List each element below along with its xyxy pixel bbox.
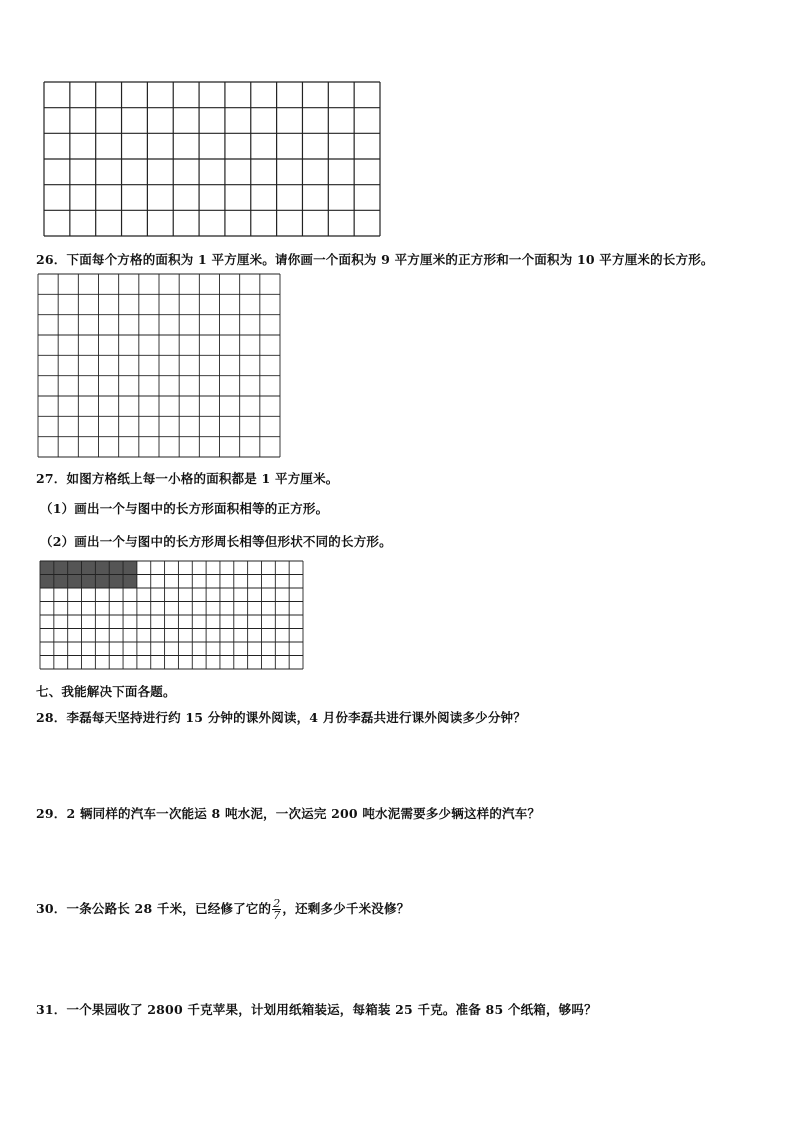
top-grid[interactable]	[44, 82, 380, 236]
fraction-denominator: 7	[273, 909, 281, 922]
question-28: 28．李磊每天坚持进行约 15 分钟的课外阅读，4 月份李磊共进行课外阅读多少分钟？	[36, 710, 526, 725]
q26-grid[interactable]	[38, 274, 280, 457]
fraction-two-sevenths	[272, 898, 281, 921]
question-27-part-2: （2）画出一个与图中的长方形周长相等但形状不同的长方形。	[40, 534, 392, 549]
question-27: 27．如图方格纸上每一小格的面积都是 1 平方厘米。	[36, 471, 339, 486]
section-7-title: 七、我能解决下面各题。	[36, 684, 176, 699]
question-30-text-before: 30．一条公路长 28 千米，已经修了它的	[36, 901, 272, 916]
question-30-text-after: ，还剩多少千米没修？	[282, 901, 410, 916]
fraction-numerator: 2	[273, 897, 281, 910]
question-30	[36, 898, 409, 921]
q27-grid[interactable]	[40, 561, 303, 669]
question-26: 26．下面每个方格的面积为 1 平方厘米。请你画一个面积为 9 平方厘米的正方形和一个面积为 10 平方厘米的长方形。	[36, 252, 714, 267]
question-27-part-1: （1）画出一个与图中的长方形面积相等的正方形。	[40, 501, 329, 516]
question-31: 31．一个果园收了 2800 千克苹果，计划用纸箱装运，每箱装 25 千克。准备 85 个纸箱，够吗？	[36, 1002, 597, 1017]
question-29: 29．2 辆同样的汽车一次能运 8 吨水泥，一次运完 200 吨水泥需要多少辆这样的汽车？	[36, 806, 541, 821]
